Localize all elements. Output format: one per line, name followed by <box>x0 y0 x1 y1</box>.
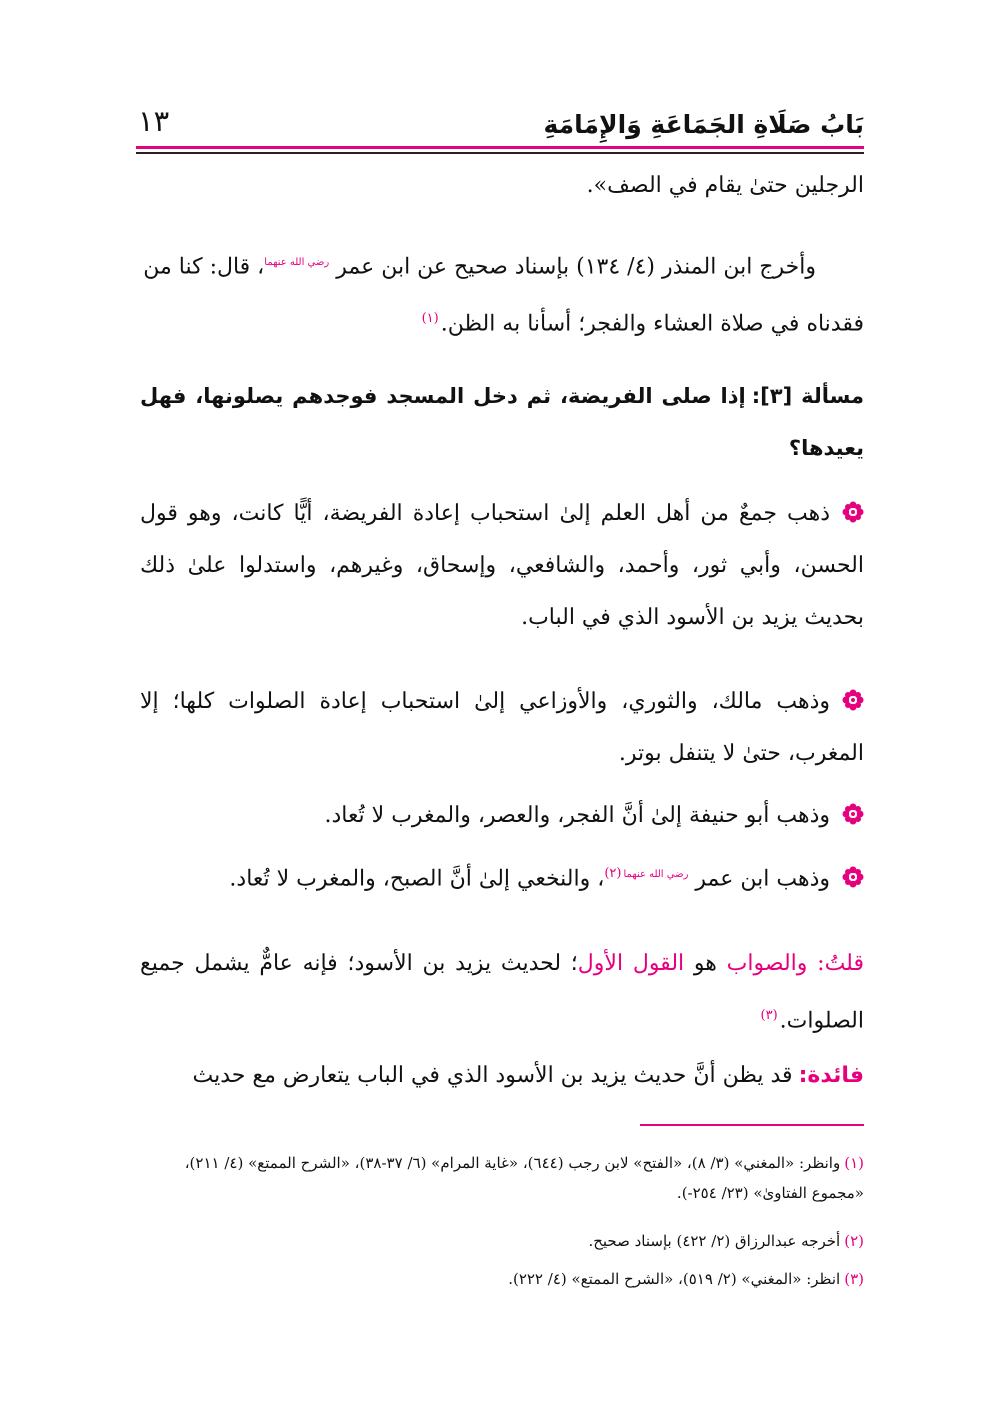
footnote-text: وانظر: «المغني» (٣/ ٨)، «الفتح» لابن رجب (٦٤٤)، «غاية المرام» (٦/ ٣٧-٣٨)، «الشرح الممتع» (٤/ ٢١١)، «مجموع الفتاوىٰ» (٢٣/ ٢٥٤-). <box>184 1154 864 1202</box>
sawab-label: والصواب <box>726 951 808 976</box>
bullet-paragraph-4: وذهب ابن عمر $^{رضي الله عنهما(٢)}$، والنخعي إلىٰ أنَّ الصبح، والمغرب لا تُعاد. <box>140 848 864 905</box>
faida-label: فائدة: <box>798 1063 864 1088</box>
footnote-number: (٣) <box>844 1270 864 1288</box>
footnote-ref-2[interactable]: (٢) <box>604 866 622 881</box>
bullet-text: وذهب مالك، والثوري، والأوزاعي إلىٰ استحباب إعادة الصلوات كلها؛ إلا المغرب، حتىٰ لا يتنفل بوتر. <box>140 689 864 766</box>
bullet-text: ذهب جمعٌ من أهل العلم إلىٰ استحباب إعادة الفريضة، أيًّا كانت، وهو قول الحسن، وأبي ثور، وأحمد، والشافعي، وإسحاق، وغيرهم، واستدلوا علىٰ ذلك بحديث يزيد بن الأسود الذي في الباب. <box>140 501 864 630</box>
bullet-paragraph-1 <box>140 488 864 644</box>
chapter-title: بَابُ صَلَاةِ الجَمَاعَةِ وَالإِمَامَةِ <box>543 110 864 139</box>
paragraph-line: وأخرج ابن المنذر (٤/ ١٣٤) بإسناد صحيح عن ابن عمر $^{رضي الله عنهما}$، قال: كنا من <box>143 254 816 280</box>
rosette-bullet-icon <box>842 866 864 888</box>
rosette-bullet-icon <box>842 689 864 711</box>
question-text: إذا صلى الفريضة، ثم دخل المسجد فوجدهم يصلونها، فهل يعيدها؟ <box>140 384 864 460</box>
bullet-text: وذهب أبو حنيفة إلىٰ أنَّ الفجر، والعصر، والمغرب لا تُعاد. <box>324 803 830 828</box>
header-rule-pink <box>136 146 864 149</box>
page-number: ١٣ <box>138 104 170 138</box>
qultu-label: قلتُ: <box>817 951 864 976</box>
footnote-text: أخرجه عبدالرزاق (٢/ ٤٢٢) بإسناد صحيح. <box>588 1232 841 1250</box>
paragraph-continuation <box>140 160 864 212</box>
paragraph-text: الرجلين حتىٰ يقام في الصف». <box>586 173 864 198</box>
rosette-bullet-icon <box>842 803 864 825</box>
first-opinion-label: القول الأول <box>577 951 685 976</box>
header-rule-dark <box>136 152 864 154</box>
footnote-number: (٢) <box>844 1232 864 1250</box>
author-opinion-paragraph: قلتُ: والصواب هو القول الأول؛ لحديث يزيد بن الأسود؛ فإنه عامٌّ يشمل جميع الصلوات.$^{(٣)}$ <box>140 951 864 1034</box>
paragraph-ibn-mundhir <box>140 237 864 351</box>
footnote-number: (١) <box>844 1154 864 1172</box>
footnote-ref-3[interactable]: (٣) <box>760 1008 778 1023</box>
question-tag: مسألة [٣]: <box>751 384 865 408</box>
faida-text: قد يظن أنَّ حديث يزيد بن الأسود الذي في الباب يتعارض مع حديث <box>192 1063 793 1088</box>
footnote-1 <box>140 1148 864 1208</box>
bullet-paragraph-2 <box>140 676 864 780</box>
question-heading <box>140 370 864 474</box>
bullet-paragraph-3 <box>140 790 864 842</box>
footnote-separator <box>640 1124 864 1126</box>
footnote-text: انظر: «المغني» (٢/ ٥١٩)، «الشرح الممتع» (٤/ ٢٢٢). <box>508 1270 841 1288</box>
faida-paragraph <box>140 1050 864 1102</box>
honorific-symbol: رضي الله عنهما <box>264 257 330 268</box>
footnote-ref-1[interactable]: (١) <box>421 311 439 327</box>
footnote-2 <box>140 1226 864 1256</box>
rosette-bullet-icon <box>842 501 864 523</box>
honorific-symbol: رضي الله عنهما <box>623 869 689 880</box>
paragraph-line: فقدناه في صلاة العشاء والفجر؛ أسأنا به الظن.$^{(١)}$ <box>421 311 864 337</box>
footnote-3 <box>140 1264 864 1294</box>
